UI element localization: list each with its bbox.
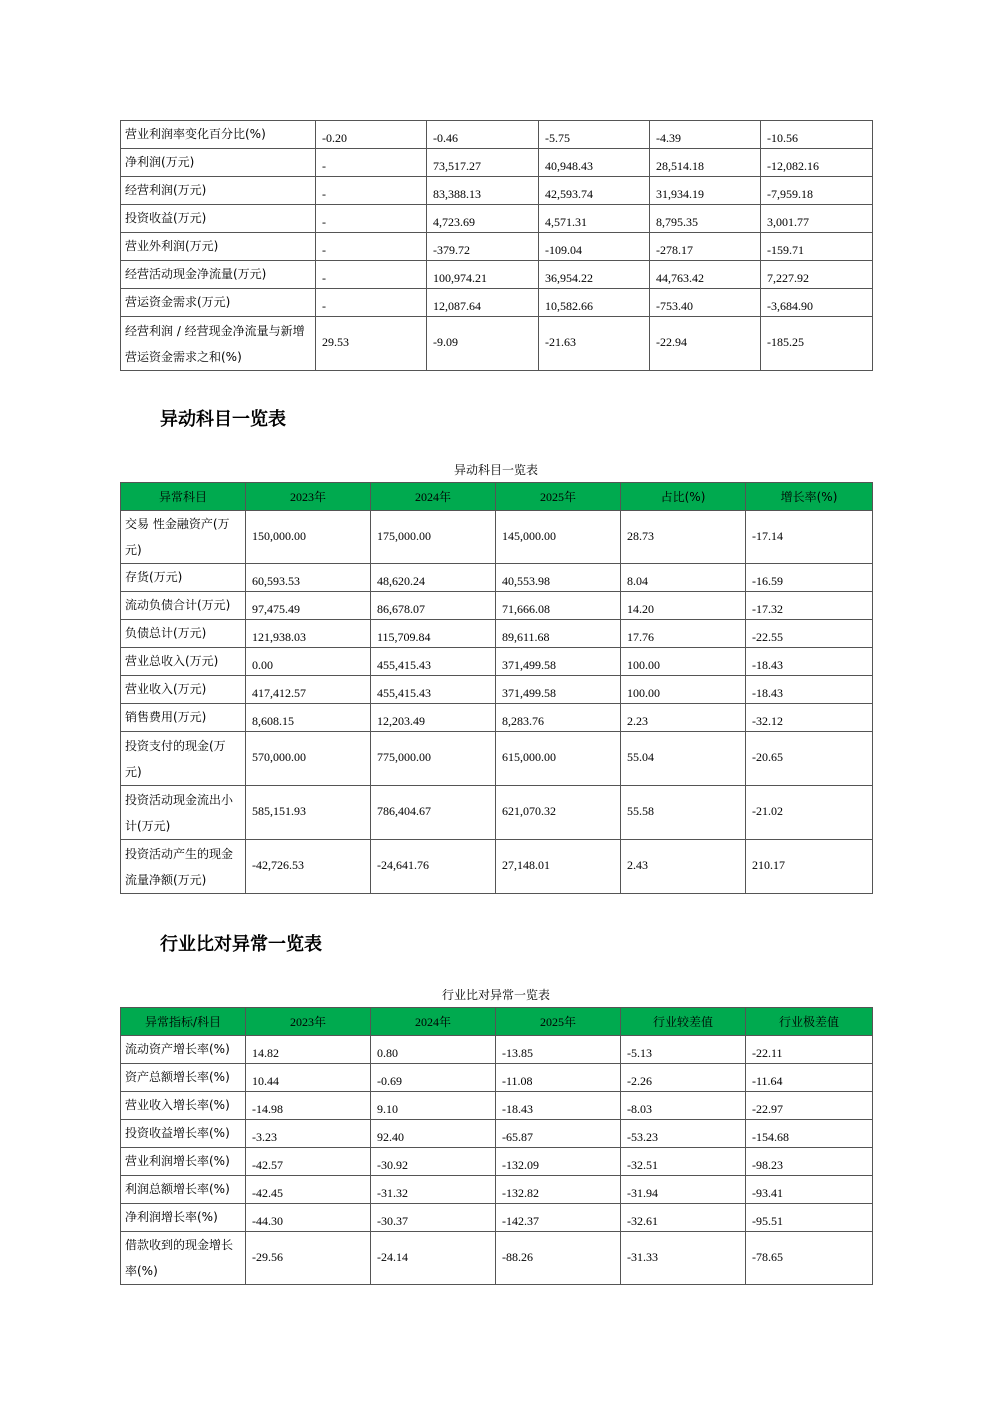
value-cell: 10,582.66	[539, 289, 650, 317]
column-header: 2025年	[496, 1008, 621, 1036]
value-cell: 7,227.92	[761, 261, 873, 289]
value-cell: 786,404.67	[371, 786, 496, 840]
value-cell: 44,763.42	[650, 261, 761, 289]
value-cell: 42,593.74	[539, 177, 650, 205]
value-cell: -95.51	[746, 1204, 873, 1232]
column-header: 2025年	[496, 483, 621, 511]
value-cell: -98.23	[746, 1148, 873, 1176]
value-cell: 145,000.00	[496, 511, 621, 564]
value-cell: -42,726.53	[246, 840, 371, 894]
value-cell: -11.64	[746, 1064, 873, 1092]
value-cell: 14.20	[621, 592, 746, 620]
value-cell: 92.40	[371, 1120, 496, 1148]
table-caption-abnormal-items: 异动科目一览表	[453, 463, 538, 477]
row-label: 经营利润 / 经营现金净流量与新增营运资金需求之和(%)	[121, 317, 316, 371]
value-cell: 40,948.43	[539, 149, 650, 177]
value-cell: -29.56	[246, 1232, 371, 1285]
table-row	[121, 317, 873, 371]
value-cell: -24,641.76	[371, 840, 496, 894]
table-row	[121, 1036, 873, 1064]
table-row	[121, 1064, 873, 1092]
table-row	[121, 1092, 873, 1120]
value-cell: -18.43	[496, 1092, 621, 1120]
table-row	[121, 233, 873, 261]
value-cell: -17.32	[746, 592, 873, 620]
value-cell: 31,934.19	[650, 177, 761, 205]
value-cell: 8.04	[621, 564, 746, 592]
table-row	[121, 1148, 873, 1176]
value-cell: -31.32	[371, 1176, 496, 1204]
table-row	[121, 149, 873, 177]
row-label: 营业收入增长率(%)	[121, 1092, 246, 1120]
table-header-row	[121, 483, 873, 511]
value-cell: 3,001.77	[761, 205, 873, 233]
value-cell: -22.55	[746, 620, 873, 648]
value-cell: -12,082.16	[761, 149, 873, 177]
value-cell: 14.82	[246, 1036, 371, 1064]
financial-metrics-table	[120, 120, 873, 371]
row-label: 营业收入(万元)	[121, 676, 246, 704]
table-row	[121, 1176, 873, 1204]
value-cell: 150,000.00	[246, 511, 371, 564]
value-cell: 97,475.49	[246, 592, 371, 620]
table-row	[121, 840, 873, 894]
value-cell: -17.14	[746, 511, 873, 564]
column-header: 增长率(%)	[746, 483, 873, 511]
value-cell: 0.00	[246, 648, 371, 676]
row-label: 负债总计(万元)	[121, 620, 246, 648]
row-label: 投资收益(万元)	[121, 205, 316, 233]
row-label: 经营利润(万元)	[121, 177, 316, 205]
value-cell: -16.59	[746, 564, 873, 592]
value-cell: -31.94	[621, 1176, 746, 1204]
value-cell: -9.09	[427, 317, 539, 371]
column-header: 2024年	[371, 483, 496, 511]
table-row	[121, 704, 873, 732]
row-label: 营运资金需求(万元)	[121, 289, 316, 317]
value-cell: -31.33	[621, 1232, 746, 1285]
value-cell: -65.87	[496, 1120, 621, 1148]
value-cell: -2.26	[621, 1064, 746, 1092]
value-cell: 55.04	[621, 732, 746, 786]
table-row	[121, 511, 873, 564]
value-cell: -13.85	[496, 1036, 621, 1064]
value-cell: -132.82	[496, 1176, 621, 1204]
value-cell: 100,974.21	[427, 261, 539, 289]
table-row	[121, 121, 873, 149]
value-cell: -18.43	[746, 676, 873, 704]
value-cell: -24.14	[371, 1232, 496, 1285]
row-label: 利润总额增长率(%)	[121, 1176, 246, 1204]
value-cell: 371,499.58	[496, 676, 621, 704]
value-cell: 12,087.64	[427, 289, 539, 317]
row-label: 销售费用(万元)	[121, 704, 246, 732]
row-label: 营业外利润(万元)	[121, 233, 316, 261]
row-label: 交易 性金融资产(万元)	[121, 511, 246, 564]
row-label: 投资活动现金流出小计(万元)	[121, 786, 246, 840]
table-row	[121, 648, 873, 676]
value-cell: -30.92	[371, 1148, 496, 1176]
table-row	[121, 1120, 873, 1148]
value-cell: 8,283.76	[496, 704, 621, 732]
value-cell: -22.11	[746, 1036, 873, 1064]
value-cell: -0.69	[371, 1064, 496, 1092]
value-cell: 12,203.49	[371, 704, 496, 732]
value-cell: 55.58	[621, 786, 746, 840]
value-cell: 121,938.03	[246, 620, 371, 648]
column-header: 2023年	[246, 1008, 371, 1036]
table-row	[121, 592, 873, 620]
row-label: 资产总额增长率(%)	[121, 1064, 246, 1092]
value-cell: -4.39	[650, 121, 761, 149]
value-cell: -21.63	[539, 317, 650, 371]
value-cell: -109.04	[539, 233, 650, 261]
value-cell: 585,151.93	[246, 786, 371, 840]
value-cell: -	[316, 261, 427, 289]
value-cell: -10.56	[761, 121, 873, 149]
row-label: 存货(万元)	[121, 564, 246, 592]
value-cell: -14.98	[246, 1092, 371, 1120]
row-label: 流动负债合计(万元)	[121, 592, 246, 620]
value-cell: -	[316, 149, 427, 177]
value-cell: 100.00	[621, 648, 746, 676]
value-cell: 615,000.00	[496, 732, 621, 786]
value-cell: 27,148.01	[496, 840, 621, 894]
table-row	[121, 732, 873, 786]
column-header: 行业较差值	[621, 1008, 746, 1036]
value-cell: -44.30	[246, 1204, 371, 1232]
value-cell: -78.65	[746, 1232, 873, 1285]
value-cell: 2.43	[621, 840, 746, 894]
value-cell: -93.41	[746, 1176, 873, 1204]
value-cell: -0.46	[427, 121, 539, 149]
value-cell: -278.17	[650, 233, 761, 261]
value-cell: -30.37	[371, 1204, 496, 1232]
value-cell: 9.10	[371, 1092, 496, 1120]
value-cell: -8.03	[621, 1092, 746, 1120]
row-label: 营业总收入(万元)	[121, 648, 246, 676]
row-label: 净利润(万元)	[121, 149, 316, 177]
table-row	[121, 564, 873, 592]
table-row	[121, 786, 873, 840]
value-cell: -22.94	[650, 317, 761, 371]
value-cell: 28.73	[621, 511, 746, 564]
value-cell: 4,571.31	[539, 205, 650, 233]
value-cell: 775,000.00	[371, 732, 496, 786]
column-header: 2023年	[246, 483, 371, 511]
value-cell: 86,678.07	[371, 592, 496, 620]
value-cell: -142.37	[496, 1204, 621, 1232]
column-header: 异常指标/科目	[121, 1008, 246, 1036]
value-cell: -32.12	[746, 704, 873, 732]
table-caption-industry-comparison: 行业比对异常一览表	[441, 988, 550, 1002]
value-cell: -159.71	[761, 233, 873, 261]
value-cell: 29.53	[316, 317, 427, 371]
value-cell: 621,070.32	[496, 786, 621, 840]
value-cell: -32.61	[621, 1204, 746, 1232]
value-cell: 89,611.68	[496, 620, 621, 648]
column-header: 行业极差值	[746, 1008, 873, 1036]
value-cell: 570,000.00	[246, 732, 371, 786]
value-cell: 83,388.13	[427, 177, 539, 205]
abnormal-items-table	[120, 482, 873, 894]
value-cell: -185.25	[761, 317, 873, 371]
row-label: 营业利润增长率(%)	[121, 1148, 246, 1176]
value-cell: -3.23	[246, 1120, 371, 1148]
row-label: 净利润增长率(%)	[121, 1204, 246, 1232]
value-cell: -	[316, 205, 427, 233]
value-cell: 175,000.00	[371, 511, 496, 564]
column-header: 2024年	[371, 1008, 496, 1036]
value-cell: 210.17	[746, 840, 873, 894]
value-cell: 71,666.08	[496, 592, 621, 620]
value-cell: -132.09	[496, 1148, 621, 1176]
row-label: 投资活动产生的现金流量净额(万元)	[121, 840, 246, 894]
value-cell: 2.23	[621, 704, 746, 732]
table-row	[121, 289, 873, 317]
table-row	[121, 205, 873, 233]
row-label: 营业利润率变化百分比(%)	[121, 121, 316, 149]
value-cell: -11.08	[496, 1064, 621, 1092]
value-cell: -42.45	[246, 1176, 371, 1204]
value-cell: 0.80	[371, 1036, 496, 1064]
value-cell: -753.40	[650, 289, 761, 317]
table-row	[121, 676, 873, 704]
value-cell: -88.26	[496, 1232, 621, 1285]
value-cell: -20.65	[746, 732, 873, 786]
value-cell: 371,499.58	[496, 648, 621, 676]
value-cell: 40,553.98	[496, 564, 621, 592]
value-cell: 17.76	[621, 620, 746, 648]
value-cell: 417,412.57	[246, 676, 371, 704]
section-heading-abnormal-items: 异动科目一览表	[160, 409, 286, 430]
value-cell: 28,514.18	[650, 149, 761, 177]
value-cell: 455,415.43	[371, 676, 496, 704]
industry-comparison-table	[120, 1007, 873, 1285]
value-cell: -7,959.18	[761, 177, 873, 205]
table-row	[121, 177, 873, 205]
row-label: 流动资产增长率(%)	[121, 1036, 246, 1064]
value-cell: 8,608.15	[246, 704, 371, 732]
value-cell: -18.43	[746, 648, 873, 676]
value-cell: -5.75	[539, 121, 650, 149]
table-row	[121, 1204, 873, 1232]
value-cell: -21.02	[746, 786, 873, 840]
value-cell: -154.68	[746, 1120, 873, 1148]
column-header: 占比(%)	[621, 483, 746, 511]
table-header-row	[121, 1008, 873, 1036]
value-cell: -379.72	[427, 233, 539, 261]
table-row	[121, 261, 873, 289]
value-cell: 8,795.35	[650, 205, 761, 233]
value-cell: 10.44	[246, 1064, 371, 1092]
row-label: 投资支付的现金(万元)	[121, 732, 246, 786]
value-cell: -0.20	[316, 121, 427, 149]
value-cell: -53.23	[621, 1120, 746, 1148]
value-cell: 73,517.27	[427, 149, 539, 177]
value-cell: -	[316, 289, 427, 317]
value-cell: -	[316, 177, 427, 205]
value-cell: -32.51	[621, 1148, 746, 1176]
value-cell: 455,415.43	[371, 648, 496, 676]
column-header: 异常科目	[121, 483, 246, 511]
value-cell: -	[316, 233, 427, 261]
section-heading-industry-comparison: 行业比对异常一览表	[160, 934, 322, 955]
value-cell: -22.97	[746, 1092, 873, 1120]
value-cell: 60,593.53	[246, 564, 371, 592]
value-cell: 100.00	[621, 676, 746, 704]
value-cell: -42.57	[246, 1148, 371, 1176]
value-cell: 4,723.69	[427, 205, 539, 233]
value-cell: 48,620.24	[371, 564, 496, 592]
row-label: 投资收益增长率(%)	[121, 1120, 246, 1148]
value-cell: 115,709.84	[371, 620, 496, 648]
table-row	[121, 620, 873, 648]
value-cell: 36,954.22	[539, 261, 650, 289]
row-label: 经营活动现金净流量(万元)	[121, 261, 316, 289]
row-label: 借款收到的现金增长率(%)	[121, 1232, 246, 1285]
table-row	[121, 1232, 873, 1285]
value-cell: -5.13	[621, 1036, 746, 1064]
value-cell: -3,684.90	[761, 289, 873, 317]
